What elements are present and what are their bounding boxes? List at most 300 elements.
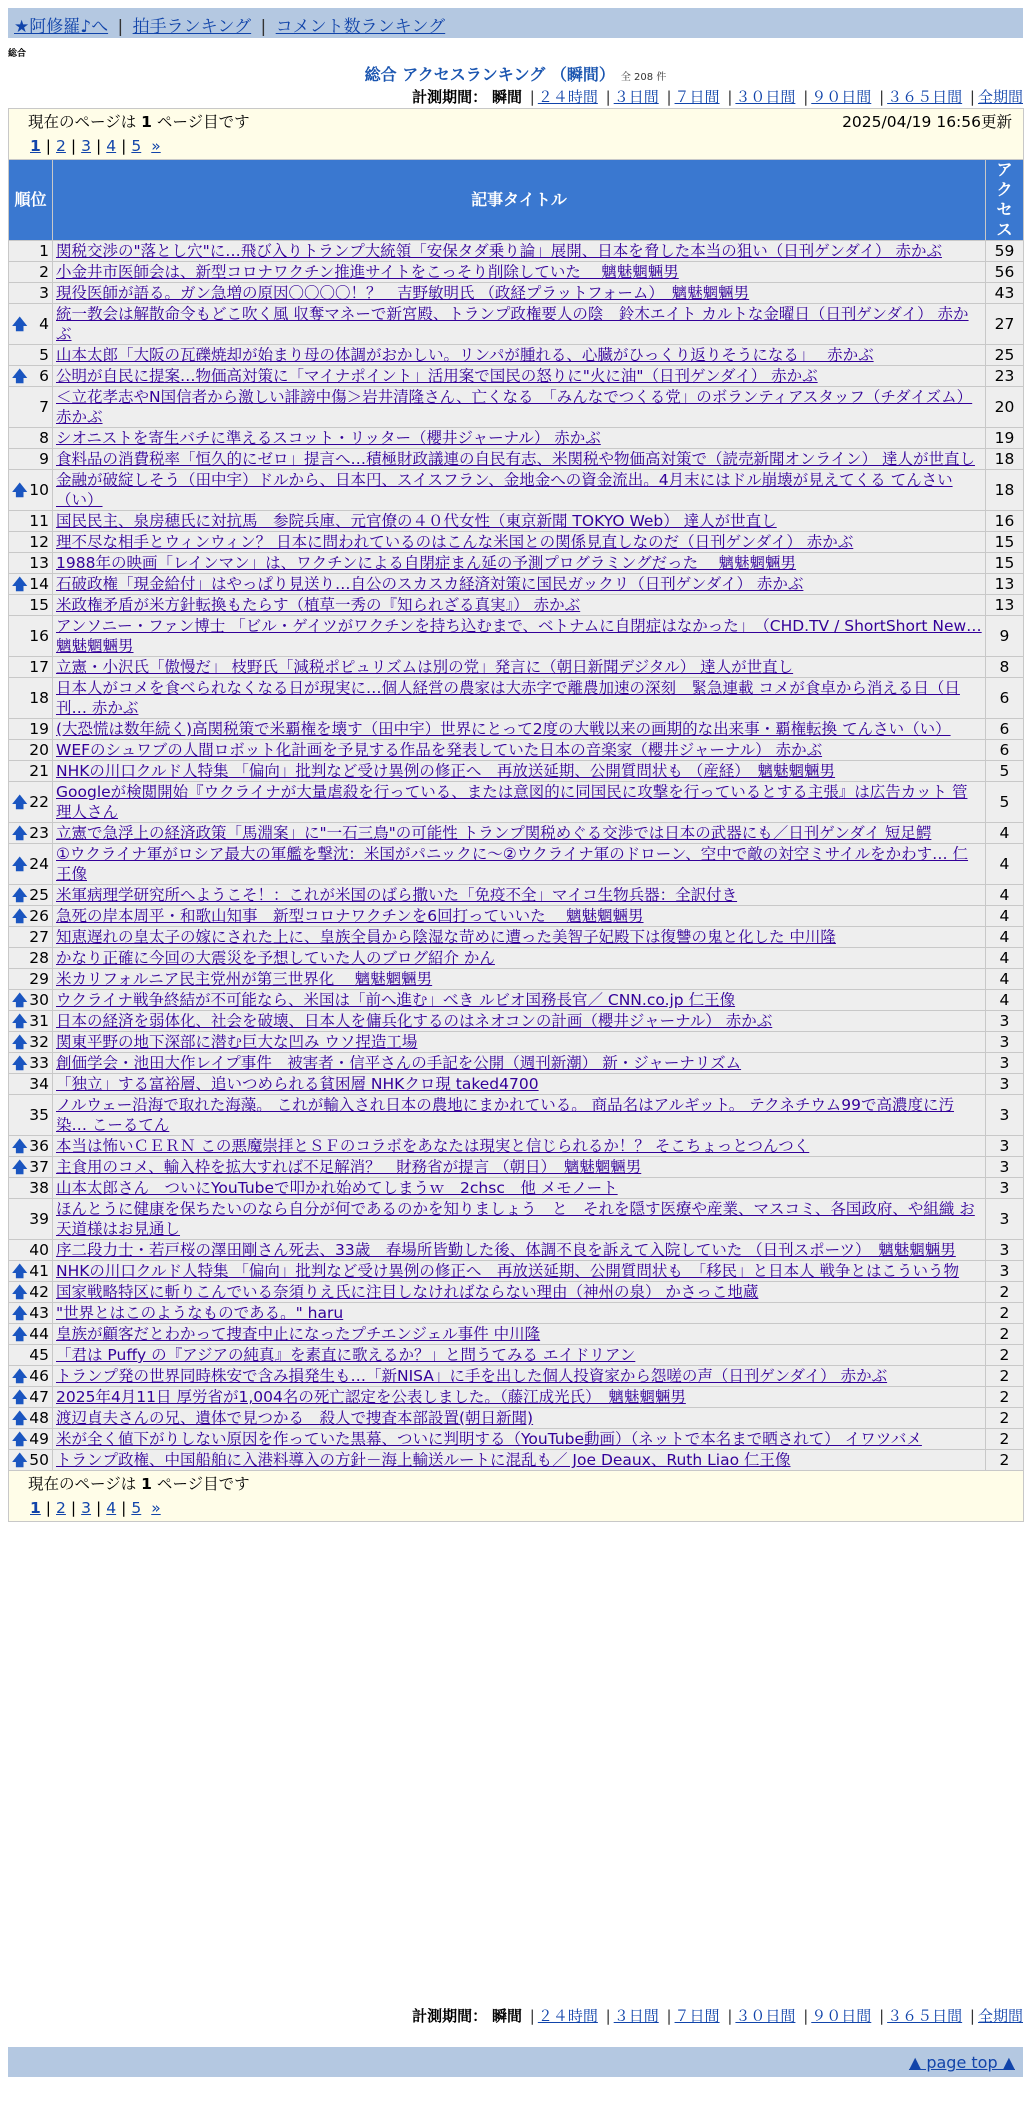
rank-cell: [9, 1282, 53, 1303]
table-row: [9, 1387, 1024, 1408]
title-cell: [53, 782, 986, 823]
rank-cell: [9, 1261, 53, 1282]
article-title-link[interactable]: 日本人がコメを食べられなくなる日が現実に…個人経営の農家は大赤字で離農加速の深刻 緊急連載 コメが食卓から消える日（日刊… 赤かぶ: [56, 679, 960, 717]
table-row: [9, 1240, 1024, 1261]
rank-cell: [9, 1157, 53, 1178]
article-title-link[interactable]: かなり正確に今回の大震災を予想していた人のブログ紹介 かん: [56, 949, 495, 967]
access-count: 3: [985, 1178, 1023, 1199]
rank-cell: [9, 1324, 53, 1345]
rank-number: 23: [29, 824, 49, 842]
rank-cell: [9, 1095, 53, 1136]
table-row: [9, 719, 1024, 740]
article-title-link[interactable]: Googleが検閲開始『ウクライナが大量虐殺を行っている、または意図的に同国民に攻撃を行っているとする主張』は広告カット 管理人さん: [56, 783, 968, 821]
applause-ranking-link[interactable]: 拍手ランキング: [132, 17, 252, 37]
rank-cell: [9, 470, 53, 511]
rank-number: 35: [29, 1106, 49, 1124]
rank-number: 29: [29, 970, 49, 988]
rank-number: 20: [29, 741, 49, 759]
rank-cell: [9, 761, 53, 782]
rank-cell: [9, 428, 53, 449]
rank-number: 28: [29, 949, 49, 967]
article-title-link[interactable]: 米軍病理学研究所へようこそ！：これが米国のばら撒いた「免疫不全」マイコ生物兵器：全訳付き: [56, 886, 738, 904]
page-link-current[interactable]: 1: [30, 1499, 41, 1517]
rank-up-arrow-icon: 🡅: [12, 1137, 28, 1155]
page-info: 現在のページは 1 ページ目です: [28, 113, 250, 131]
article-title-link[interactable]: ①ウクライナ軍がロシア最大の軍艦を撃沈：米国がパニックに～②ウクライナ軍のドローン、空中で敵の対空ミサイルをかわす… 仁王像: [56, 845, 969, 883]
period-current: 瞬間: [491, 2007, 522, 2025]
table-row: [9, 616, 1024, 657]
access-count: 5: [985, 782, 1023, 823]
rank-cell: [9, 387, 53, 428]
period-7d[interactable]: ７日間: [674, 2007, 720, 2025]
access-count: 4: [985, 885, 1023, 906]
rank-number: 36: [29, 1137, 49, 1155]
next-page-link[interactable]: »: [151, 1499, 161, 1517]
rank-cell: [9, 345, 53, 366]
article-title-link[interactable]: 統一教会は解散命令もどこ吹く風 収奪マネーで新宮殿、トランプ政権要人の陰 鈴木エイト カルトな金曜日（日刊ゲンダイ） 赤かぶ: [56, 305, 969, 343]
title-cell: [53, 1136, 986, 1157]
rank-number: 27: [29, 928, 49, 946]
access-count: 25: [985, 345, 1023, 366]
article-title-link[interactable]: 石破政権「現金給付」はやっぱり見送り…自公のスカスカ経済対策に国民ガックリ（日刊ゲンダイ） 赤かぶ: [56, 575, 804, 593]
access-count: 3: [985, 1074, 1023, 1095]
access-count: 20: [985, 387, 1023, 428]
title-cell: [53, 678, 986, 719]
access-count: 5: [985, 761, 1023, 782]
period-all[interactable]: 全期間: [977, 2007, 1023, 2025]
rank-number: 21: [29, 762, 49, 780]
rank-cell: [9, 969, 53, 990]
table-row: [9, 1053, 1024, 1074]
rank-cell: [9, 990, 53, 1011]
rank-cell: [9, 1303, 53, 1324]
rank-cell: [9, 553, 53, 574]
rank-cell: [9, 657, 53, 678]
access-count: 3: [985, 1240, 1023, 1261]
rank-number: 48: [29, 1409, 49, 1427]
access-count: 16: [985, 511, 1023, 532]
title-cell: [53, 1157, 986, 1178]
rank-number: 44: [29, 1325, 49, 1343]
title-cell: [53, 595, 986, 616]
article-title-link[interactable]: 山本太郎さん ついにYouTubeで叩かれ始めてしまうｗ 2chsc 他 メモノート: [56, 1179, 618, 1197]
page-link[interactable]: 4: [106, 1499, 117, 1517]
rank-header: 順位: [9, 160, 53, 241]
table-row: [9, 574, 1024, 595]
pager-top: 1 | 2 | 3 | 4 | 5 »: [30, 137, 161, 155]
article-title-link[interactable]: 序二段力士・若戸桜の澤田剛さん死去、33歳 春場所皆勤した後、体調不良を訴えて入院していた （日刊スポーツ） 魑魅魍魎男: [56, 1241, 956, 1259]
rank-number: 43: [29, 1304, 49, 1322]
rank-number: 19: [29, 720, 49, 738]
article-title-link[interactable]: 現役医師が語る。ガン急増の原因〇〇〇〇！？ 吉野敏明氏 （政経プラットフォーム） 魑魅魍魎男: [56, 284, 750, 302]
title-cell: [53, 823, 986, 844]
rank-cell: [9, 1074, 53, 1095]
article-title-link[interactable]: 小金井市医師会は、新型コロナワクチン推進サイトをこっそり削除していた 魑魅魍魎男: [56, 263, 679, 281]
rank-number: 49: [29, 1430, 49, 1448]
pager-bottom: 1 | 2 | 3 | 4 | 5 »: [30, 1499, 161, 1517]
title-cell: [53, 1074, 986, 1095]
title-cell: [53, 366, 986, 387]
access-count: 2: [985, 1282, 1023, 1303]
title-cell: [53, 1429, 986, 1450]
table-row: [9, 1011, 1024, 1032]
table-row: [9, 740, 1024, 761]
access-count: 4: [985, 927, 1023, 948]
article-title-link[interactable]: 渡辺貞夫さんの兄、遺体で見つかる 殺人で捜査本部設置(朝日新聞): [56, 1409, 534, 1427]
access-count: 2: [985, 1387, 1023, 1408]
title-cell: [53, 345, 986, 366]
rank-cell: [9, 678, 53, 719]
page-top-link[interactable]: ▲ page top ▲: [908, 2053, 1015, 2072]
article-title-link[interactable]: 皇族が顧客だとわかって捜査中止になったプチエンジェル事件 中川隆: [56, 1325, 541, 1343]
rank-number: 7: [39, 398, 49, 416]
period-30d[interactable]: ３０日間: [735, 88, 796, 106]
bottom-bar: [8, 2047, 1023, 2077]
title-cell: [53, 574, 986, 595]
page-link[interactable]: 5: [131, 1499, 142, 1517]
article-title-link[interactable]: 急死の岸本周平・和歌山知事 新型コロナワクチンを6回打っていいた 魑魅魍魎男: [56, 907, 644, 925]
rank-cell: [9, 719, 53, 740]
nav-separator: |: [117, 17, 124, 37]
rank-number: 50: [29, 1451, 49, 1469]
article-title-link[interactable]: 「独立」する富裕層、追いつめられる貧困層 NHKクロ現 taked4700: [56, 1075, 539, 1093]
rank-up-arrow-icon: 🡅: [12, 1304, 28, 1322]
title-cell: [53, 1387, 986, 1408]
table-row: [9, 1345, 1024, 1366]
article-title-link[interactable]: 金融が破綻しそう（田中宇）ドルから、日本円、スイスフラン、金地金への資金流出。4月末にはドル崩壊が見えてくる てんさい（い）: [56, 471, 953, 509]
period-label: 計測期間：: [412, 2007, 488, 2025]
rank-number: 39: [29, 1210, 49, 1228]
rank-cell: [9, 304, 53, 345]
access-count: 3: [985, 1011, 1023, 1032]
rank-number: 15: [29, 596, 49, 614]
title-cell: [53, 1450, 986, 1471]
rank-cell: [9, 1345, 53, 1366]
access-count: 2: [985, 1324, 1023, 1345]
rank-up-arrow-icon: 🡅: [12, 1262, 28, 1280]
article-title-link[interactable]: 日本の経済を弱体化、社会を破壊、日本人を傭兵化するのはネオコンの計画（櫻井ジャーナル） 赤かぶ: [56, 1012, 773, 1030]
article-title-link[interactable]: NHKの川口クルド人特集 「偏向」批判など受け異例の修正へ 再放送延期、公開質問状も 「移民」と日本人 戦争とはこういう物: [56, 1262, 960, 1280]
rank-cell: [9, 511, 53, 532]
rank-number: 34: [29, 1075, 49, 1093]
rank-number: 4: [39, 315, 49, 333]
rank-cell: [9, 948, 53, 969]
article-title-link[interactable]: 立憲で急浮上の経済政策「馬淵案」に"一石三鳥"の可能性 トランプ関税めぐる交渉では日本の武器にも／日刊ゲンダイ 短足鰐: [56, 824, 932, 842]
article-title-link[interactable]: シオニストを寄生バチに準えるスコット・リッター（櫻井ジャーナル） 赤かぶ: [56, 429, 601, 447]
access-count: 56: [985, 262, 1023, 283]
article-title-link[interactable]: 主食用のコメ、輸入枠を拡大すれば不足解消？ 財務省が提言 （朝日） 魑魅魍魎男: [56, 1158, 642, 1176]
period-selector-bottom: 計測期間： 瞬間 | ２４時間 | ３日間 | ７日間 | ３０日間 | ９０日間 | ３６５日間 | 全期間: [412, 2007, 1023, 2025]
table-row: [9, 906, 1024, 927]
table-row: [9, 927, 1024, 948]
access-count: 4: [985, 948, 1023, 969]
article-title-link[interactable]: "世界とはこのようなものである。" haru: [56, 1304, 344, 1322]
article-title-link[interactable]: 国民民主、泉房穂氏に対抗馬 参院兵庫、元官僚の４０代女性（東京新聞 TOKYO Web） 達人が世直し: [56, 512, 777, 530]
article-title-link[interactable]: トランプ発の世界同時株安で含み損発生も…「新NISA」に手を出した個人投資家から怨嗟の声（日刊ゲンダイ） 赤かぶ: [56, 1367, 888, 1385]
access-count: 2: [985, 1429, 1023, 1450]
title-cell: [53, 1408, 986, 1429]
rank-cell: [9, 574, 53, 595]
title-cell: [53, 1261, 986, 1282]
page-link[interactable]: 2: [56, 137, 66, 155]
rank-cell: [9, 1387, 53, 1408]
table-row: [9, 595, 1024, 616]
table-row: [9, 678, 1024, 719]
table-row: [9, 823, 1024, 844]
access-count: 18: [985, 449, 1023, 470]
access-count: 2: [985, 1450, 1023, 1471]
rank-number: 17: [29, 658, 49, 676]
rank-cell: [9, 595, 53, 616]
table-row: [9, 553, 1024, 574]
rank-cell: [9, 532, 53, 553]
title-cell: [53, 449, 986, 470]
ranking-body: [9, 241, 1024, 1471]
table-row: [9, 1282, 1024, 1303]
rank-up-arrow-icon: 🡅: [12, 907, 28, 925]
rank-up-arrow-icon: 🡅: [12, 824, 28, 842]
access-count: 59: [985, 241, 1023, 262]
rank-number: 47: [29, 1388, 49, 1406]
access-count: 4: [985, 823, 1023, 844]
article-title-link[interactable]: 1988年の映画「レインマン」は、ワクチンによる自閉症まん延の予測プログラミングだった 魑魅魍魎男: [56, 554, 797, 572]
period-7d[interactable]: ７日間: [674, 88, 720, 106]
rank-cell: [9, 782, 53, 823]
rank-number: 1: [39, 242, 49, 260]
access-count: 3: [985, 1032, 1023, 1053]
article-title-link[interactable]: 国家戦略特区に斬りこんでいる奈須りえ氏に注目しなければならない理由（神州の泉） かさっこ地蔵: [56, 1283, 759, 1301]
rank-cell: [9, 1429, 53, 1450]
rank-cell: [9, 1053, 53, 1074]
table-row: [9, 366, 1024, 387]
table-row: [9, 283, 1024, 304]
rank-cell: [9, 927, 53, 948]
access-count: 4: [985, 844, 1023, 885]
access-count: 2: [985, 1303, 1023, 1324]
home-link[interactable]: ★阿修羅♪へ: [14, 17, 109, 37]
rank-number: 2: [39, 263, 49, 281]
article-title-link[interactable]: 米が全く値下がりしない原因を作っていた黒幕、ついに判明する（YouTube動画）（ネットで本名まで晒されて） イワツバメ: [56, 1430, 922, 1448]
access-count: 3: [985, 1095, 1023, 1136]
access-count: 43: [985, 283, 1023, 304]
rank-number: 11: [29, 512, 49, 530]
period-365d[interactable]: ３６５日間: [887, 2007, 963, 2025]
title-cell: [53, 1366, 986, 1387]
table-row: [9, 428, 1024, 449]
comment-ranking-link[interactable]: コメント数ランキング: [275, 17, 446, 37]
article-title-link[interactable]: ほんとうに健康を保ちたいのなら自分が何であるのかを知りましょう と それを隠す医療や産業、マスコミ、各国政府、や組織 お天道様はお見通し: [56, 1200, 975, 1238]
rank-number: 14: [29, 575, 49, 593]
article-title-link[interactable]: ＜立花孝志やN国信者から激しい誹謗中傷＞岩井清隆さん、亡くなる 「みんなでつくる党」のボランティアスタッフ（チダイズム） 赤かぶ: [56, 388, 973, 426]
table-row: [9, 1324, 1024, 1345]
ranking-table: [8, 108, 1024, 1522]
period-current: 瞬間: [491, 88, 522, 106]
table-row: [9, 387, 1024, 428]
table-row: [9, 1136, 1024, 1157]
access-count: 3: [985, 1157, 1023, 1178]
rank-number: 37: [29, 1158, 49, 1176]
rank-cell: [9, 1178, 53, 1199]
period-all[interactable]: 全期間: [977, 88, 1023, 106]
access-count: 15: [985, 532, 1023, 553]
article-title-link[interactable]: 本当は怖いＣＥＲＮ この悪魔崇拝とＳＦのコラボをあなたは現実と信じられるか！？ そこちょっとつんつく: [56, 1137, 810, 1155]
rank-cell: [9, 616, 53, 657]
table-row: [9, 1157, 1024, 1178]
access-count: 18: [985, 470, 1023, 511]
period-label: 計測期間：: [412, 88, 488, 106]
title-cell: [53, 428, 986, 449]
table-row: [9, 1032, 1024, 1053]
rank-number: 24: [29, 855, 49, 873]
next-page-link[interactable]: »: [151, 137, 161, 155]
article-title-link[interactable]: ウクライナ戦争終結が不可能なら、米国は「前へ進む」べき ルビオ国務長官／ CNN.co.jp 仁王像: [56, 991, 736, 1009]
title-cell: [53, 1324, 986, 1345]
rank-number: 10: [29, 481, 49, 499]
table-row: [9, 345, 1024, 366]
rank-cell: [9, 1450, 53, 1471]
period-24h[interactable]: ２４時間: [537, 2007, 598, 2025]
article-title-link[interactable]: 2025年4月11日 厚労省が1,004名の死亡認定を公表しました。（藤江成光氏） 魑魅魍魎男: [56, 1388, 686, 1406]
rank-cell: [9, 366, 53, 387]
period-3d[interactable]: ３日間: [613, 2007, 659, 2025]
page-link[interactable]: 5: [131, 137, 142, 155]
rank-cell: [9, 1011, 53, 1032]
article-title-link[interactable]: 山本太郎「大阪の瓦礫焼却が始まり母の体調がおかしい。リンパが腫れる、心臓がひっくり返りそうになる」 赤かぶ: [56, 346, 874, 364]
rank-up-arrow-icon: 🡅: [12, 481, 28, 499]
article-title-link[interactable]: ノルウェー沿海で取れた海藻。 これが輸入され日本の農地にまかれている。 商品名はアルギット。 テクネチウム99で高濃度に汚染… こーるてん: [56, 1096, 955, 1134]
access-count: 13: [985, 595, 1023, 616]
page-link[interactable]: 3: [81, 1499, 92, 1517]
article-title-link[interactable]: 知恵遅れの皇太子の嫁にされた上に、皇族全員から陰湿な苛めに遭った美智子妃殿下は復讐の鬼と化した 中川隆: [56, 928, 836, 946]
article-title-link[interactable]: 関税交渉の"落とし穴"に…飛び入りトランプ大統領「安保タダ乗り論」展開、日本を脅した本当の狙い（日刊ゲンダイ） 赤かぶ: [56, 242, 942, 260]
table-row: [9, 1366, 1024, 1387]
rank-number: 40: [29, 1241, 49, 1259]
rank-up-arrow-icon: 🡅: [12, 793, 28, 811]
access-count: 6: [985, 740, 1023, 761]
article-title-link[interactable]: トランプ政権、中国船舶に入港料導入の方針－海上輸送ルートに混乱も／ Joe Deaux、Ruth Liao 仁王像: [56, 1451, 791, 1469]
title-cell: [53, 1011, 986, 1032]
period-24h[interactable]: ２４時間: [537, 88, 598, 106]
article-title-link[interactable]: 創価学会・池田大作レイプ事件 被害者・信平さんの手記を公開（週刊新潮） 新・ジャーナリズム: [56, 1054, 742, 1072]
article-title-link[interactable]: WEFのシュワブの人間ロボット化計画を予見する作品を発表していた日本の音楽家（櫻井ジャーナル） 赤かぶ: [56, 741, 823, 759]
table-row: [9, 1408, 1024, 1429]
access-count: 2: [985, 1408, 1023, 1429]
rank-number: 38: [29, 1179, 49, 1197]
article-title-link[interactable]: 公明が自民に提案…物価高対策に「マイナポイント」活用案で国民の怒りに"火に油"（日刊ゲンダイ） 赤かぶ: [56, 367, 818, 385]
title-cell: [53, 1303, 986, 1324]
page-info-cell-bottom: [9, 1471, 1024, 1522]
rank-number: 33: [29, 1054, 49, 1072]
title-cell: [53, 906, 986, 927]
article-title-link[interactable]: アンソニー・ファン博士 「ビル・ゲイツがワクチンを持ち込むまで、ベトナムに自閉症はなかった」 （CHD.TV / ShortShort New… 魑魅魍魎男: [56, 617, 982, 655]
rank-up-arrow-icon: 🡅: [12, 1325, 28, 1343]
total-count: 全 208 件: [620, 72, 667, 83]
title-cell: [53, 1240, 986, 1261]
access-count: 8: [985, 657, 1023, 678]
article-title-link[interactable]: 関東平野の地下深部に潜む巨大な凹み ウソ捏造工場: [56, 1033, 418, 1051]
page-link-current[interactable]: 1: [30, 137, 41, 155]
table-row: [9, 262, 1024, 283]
rank-up-arrow-icon: 🡅: [12, 1033, 28, 1051]
table-row: [9, 1199, 1024, 1240]
period-365d[interactable]: ３６５日間: [887, 88, 963, 106]
table-row: [9, 1261, 1024, 1282]
article-title-link[interactable]: 米政権矛盾が米方針転換もたらす（植草一秀の『知られざる真実』） 赤かぶ: [56, 596, 581, 614]
title-cell: [53, 719, 986, 740]
title-cell: [53, 283, 986, 304]
title-cell: [53, 262, 986, 283]
title-cell: [53, 948, 986, 969]
access-count: 3: [985, 1136, 1023, 1157]
table-row: [9, 948, 1024, 969]
article-title-link[interactable]: 立憲・小沢氏「傲慢だ」 枝野氏「減税ポピュリズムは別の党」発言に（朝日新聞デジタル） 達人が世直し: [56, 658, 794, 676]
article-title-link[interactable]: 食料品の消費税率「恒久的にゼロ」提言へ…積極財政議連の自民有志、米関税や物価高対策で（読売新聞オンライン） 達人が世直し: [56, 450, 975, 468]
rank-number: 31: [29, 1012, 49, 1030]
rank-cell: [9, 823, 53, 844]
rank-cell: [9, 885, 53, 906]
table-row: [9, 470, 1024, 511]
access-count: 4: [985, 906, 1023, 927]
rank-number: 9: [39, 450, 49, 468]
rank-cell: [9, 740, 53, 761]
access-count: 13: [985, 574, 1023, 595]
article-title-link[interactable]: NHKの川口クルド人特集 「偏向」批判など受け異例の修正へ 再放送延期、公開質問状も （産経） 魑魅魍魎男: [56, 762, 836, 780]
rank-up-arrow-icon: 🡅: [12, 575, 28, 593]
page-link[interactable]: 4: [106, 137, 117, 155]
rank-up-arrow-icon: 🡅: [12, 1409, 28, 1427]
article-title-link[interactable]: (大恐慌は数年続く)高関税策で米覇権を壊す（田中宇）世界にとって2度の大戦以来の画期的な出来事・覇権転換 てんさい（い）: [56, 720, 951, 738]
rank-cell: [9, 906, 53, 927]
title-cell: [53, 553, 986, 574]
rank-up-arrow-icon: 🡅: [12, 1388, 28, 1406]
title-cell: [53, 844, 986, 885]
rank-up-arrow-icon: 🡅: [12, 991, 28, 1009]
title-cell: [53, 616, 986, 657]
article-title-link[interactable]: 米カリフォルニア民主党州が第三世界化 魑魅魍魎男: [56, 970, 433, 988]
rank-cell: [9, 283, 53, 304]
rank-cell: [9, 262, 53, 283]
period-90d[interactable]: ９０日間: [811, 88, 872, 106]
rank-number: 6: [39, 367, 49, 385]
rank-up-arrow-icon: 🡅: [12, 886, 28, 904]
rank-up-arrow-icon: 🡅: [12, 1012, 28, 1030]
period-3d[interactable]: ３日間: [613, 88, 659, 106]
access-count: 4: [985, 969, 1023, 990]
page-link[interactable]: 3: [81, 137, 92, 155]
rank-number: 25: [29, 886, 49, 904]
table-row: [9, 885, 1024, 906]
rank-number: 41: [29, 1262, 49, 1280]
article-title-link[interactable]: 「君は Puffy の『アジアの純真』を素直に歌えるか？」と問うてみる エイドリアン: [56, 1346, 636, 1364]
rank-number: 32: [29, 1033, 49, 1051]
article-title-link[interactable]: 理不尽な相手とウィンウィン？ 日本に問われているのはこんな米国との関係見直しなのだ（日刊ゲンダイ） 赤かぶ: [56, 533, 854, 551]
rank-up-arrow-icon: 🡅: [12, 1451, 28, 1469]
period-selector-top: 計測期間： 瞬間 | ２４時間 | ３日間 | ７日間 | ３０日間 | ９０日間 | ３６５日間 | 全期間: [412, 88, 1023, 106]
top-nav-bar: [8, 8, 1023, 38]
title-cell: [53, 1032, 986, 1053]
rank-up-arrow-icon: 🡅: [12, 315, 28, 333]
rank-number: 16: [29, 627, 49, 645]
page-link[interactable]: 2: [56, 1499, 66, 1517]
rank-up-arrow-icon: 🡅: [12, 1430, 28, 1448]
title-header: 記事タイトル: [53, 160, 986, 241]
table-row: [9, 304, 1024, 345]
rank-number: 12: [29, 533, 49, 551]
nav-separator: |: [260, 17, 267, 37]
period-30d[interactable]: ３０日間: [735, 2007, 796, 2025]
title-cell: [53, 511, 986, 532]
period-90d[interactable]: ９０日間: [811, 2007, 872, 2025]
